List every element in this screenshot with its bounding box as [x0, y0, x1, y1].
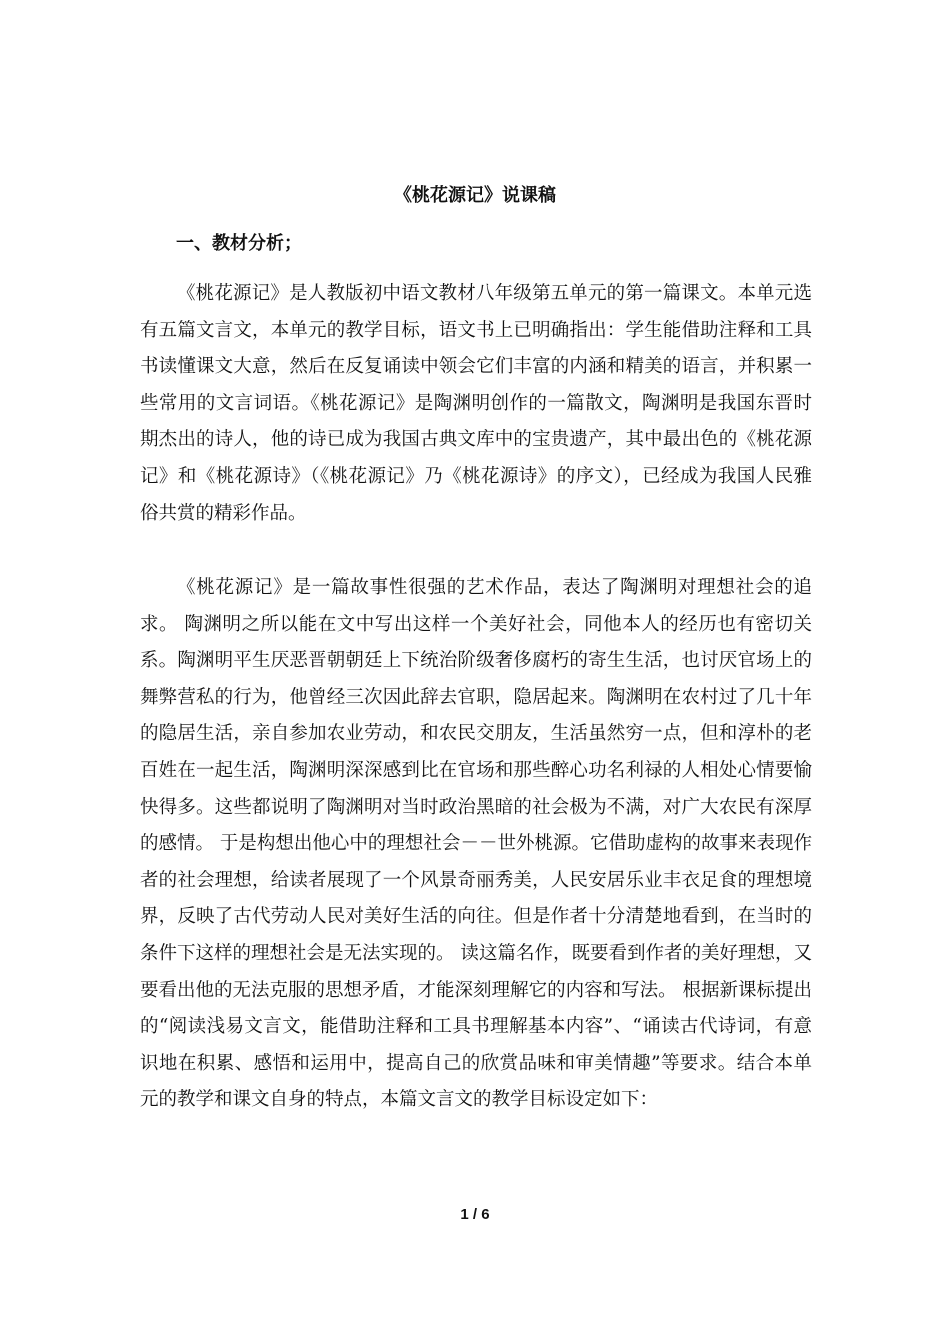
paragraph-1: 《桃花源记》是人教版初中语文教材八年级第五单元的第一篇课文。本单元选有五篇文言文，本单元的教学目标，语文书上已明确指出：学生能借助注释和工具书读懂课文大意，然后在反复诵读中领会它们丰富的内涵和精美的语言，并积累一些常用的文言词语。《桃花源记》是陶渊明创作的一篇散文，陶渊明是我国东晋时期杰出的诗人，他的诗已成为我国古典文库中的宝贵遗产，其中最出色的《桃花源记》和《桃花源诗》（《桃花源记》乃《桃花源诗》的序文），已经成为我国人民雅俗共赏的精彩作品。 [140, 283, 812, 524]
paragraph-2: 《桃花源记》是一篇故事性很强的艺术作品，表达了陶渊明对理想社会的追求。 陶渊明之所以能在文中写出这样一个美好社会，同他本人的经历也有密切关系。陶渊明平生厌恶晋朝朝廷上下统治阶级奢侈腐朽的寄生生活，也讨厌官场上的舞弊营私的行为，他曾经三次因此辞去官职，隐居起来。陶渊明在农村过了几十年的隐居生活，亲自参加农业劳动，和农民交朋友，生活虽然穷一点，但和淳朴的老百姓在一起生活，陶渊明深深感到比在官场和那些醉心功名利禄的人相处心情要愉快得多。这些都说明了陶渊明对当时政治黑暗的社会极为不满，对广大农民有深厚的感情。 于是构想出他心中的理想社会－－世外桃源。它借助虚构的故事来表现作者的社会理想，给读者展现了一个风景奇丽秀美，人民安居乐业丰衣足食的理想境界，反映了古代劳动人民对美好生活的向往。但是作者十分清楚地看到，在当时的条件下这样的理想社会是无法实现的。 读这篇名作，既要看到作者的美好理想，又要看出他的无法克服的思想矛盾，才能深刻理解它的内容和写法。 根据新课标提出的“阅读浅易文言文，能借助注释和工具书理解基本内容”、“诵读古代诗词，有意识地在积累、感悟和运用中，提高自己的欣赏品味和审美情趣”等要求。结合本单元的教学和课文自身的特点，本篇文言文的教学目标设定如下： [140, 577, 812, 1111]
document-title: 《桃花源记》说课稿 [394, 185, 556, 206]
page-number: 1 / 6 [460, 1206, 490, 1223]
section-heading: 一、教材分析； [176, 233, 302, 254]
